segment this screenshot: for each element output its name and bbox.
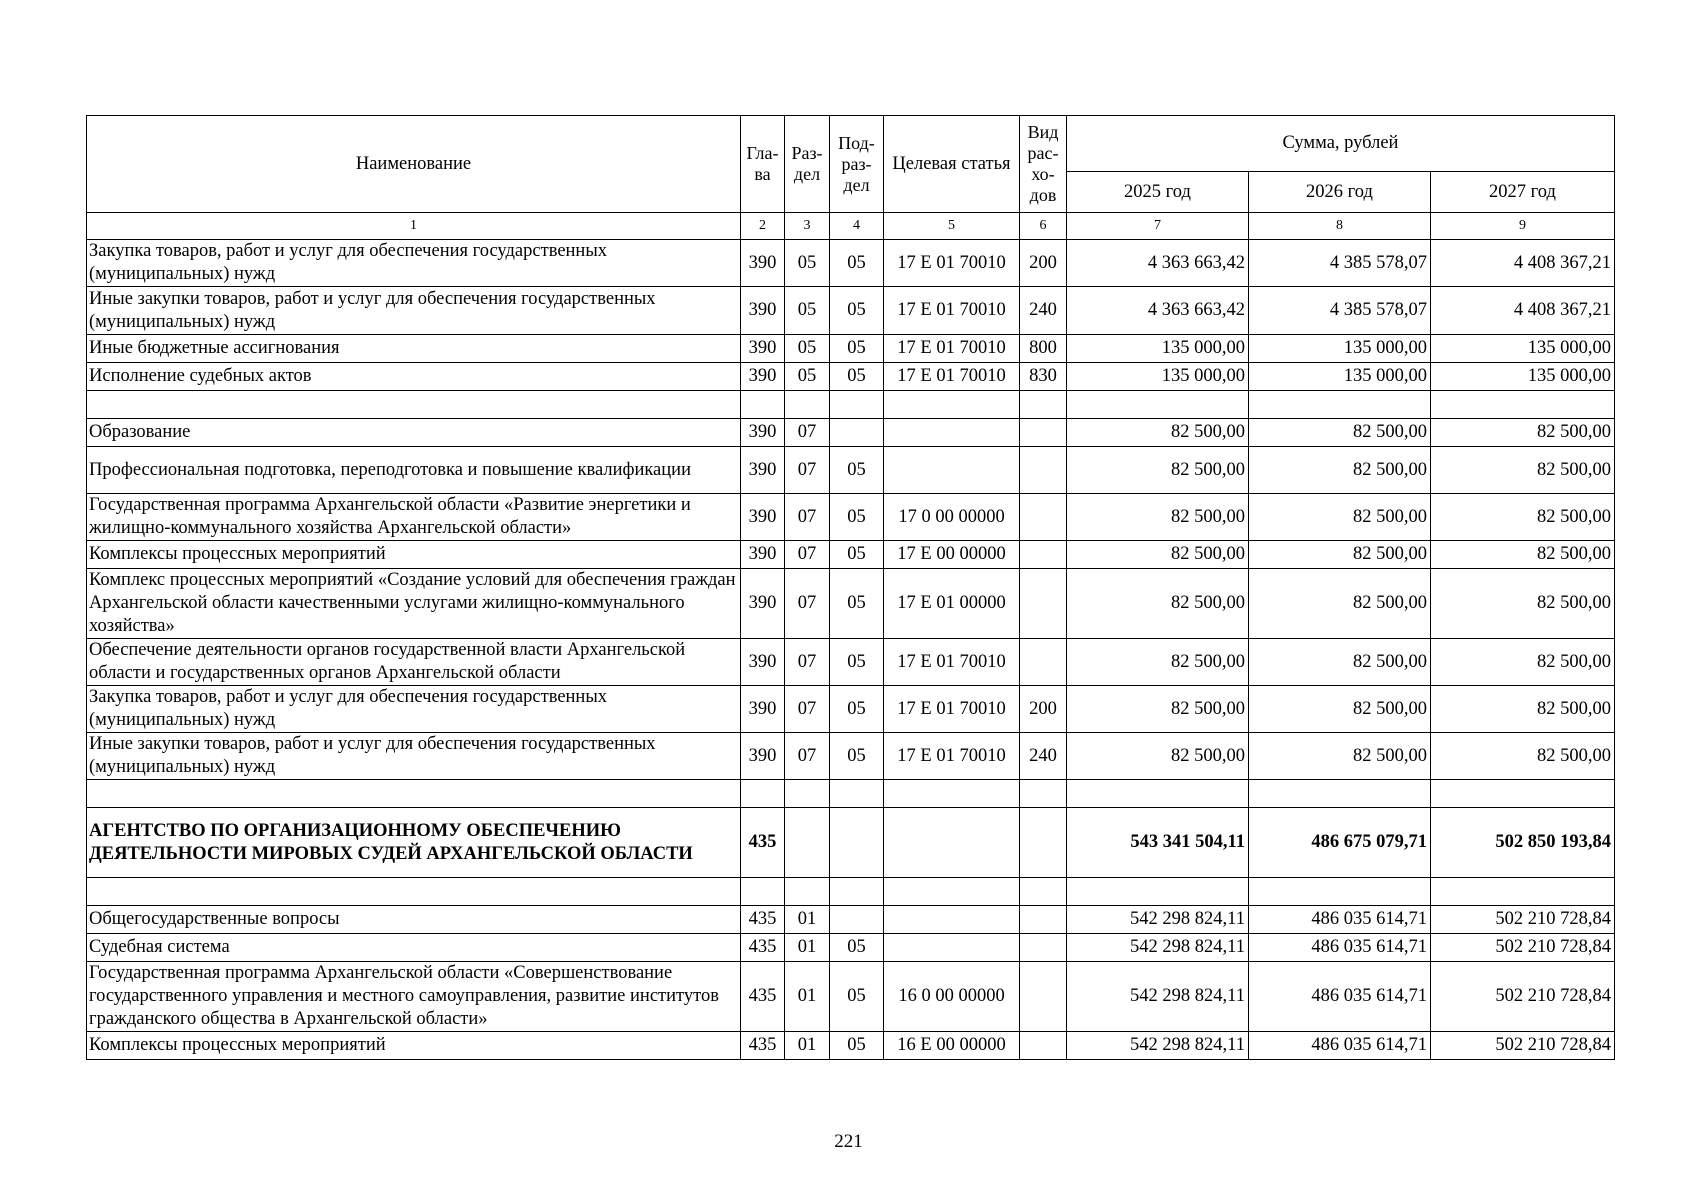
table-row <box>87 541 1615 569</box>
row-name <box>87 391 741 419</box>
row-target <box>884 808 1020 878</box>
row-sum-2026 <box>1249 878 1431 906</box>
row-glava <box>741 878 785 906</box>
row-glava: 390 <box>741 733 785 780</box>
row-glava <box>741 391 785 419</box>
row-glava: 390 <box>741 569 785 639</box>
row-name: Иные бюджетные ассигнования <box>87 335 741 363</box>
row-sum-2026: 82 500,00 <box>1249 447 1431 494</box>
row-glava: 390 <box>741 240 785 287</box>
table-row <box>87 906 1615 934</box>
row-vid <box>1020 962 1067 1032</box>
row-sum-2027 <box>1431 878 1615 906</box>
table-row <box>87 240 1615 287</box>
row-podrazdel: 05 <box>830 335 884 363</box>
row-razdel: 01 <box>785 962 830 1032</box>
row-sum-2026: 82 500,00 <box>1249 639 1431 686</box>
row-sum-2027: 502 850 193,84 <box>1431 808 1615 878</box>
budget-table <box>86 115 1615 1060</box>
row-name: Профессиональная подготовка, переподготовка и повышение квалификации <box>87 447 741 494</box>
table-row <box>87 494 1615 541</box>
row-sum-2026 <box>1249 391 1431 419</box>
row-name: Исполнение судебных актов <box>87 363 741 391</box>
row-target <box>884 906 1020 934</box>
row-target: 17 0 00 00000 <box>884 494 1020 541</box>
row-vid <box>1020 906 1067 934</box>
row-sum-2026: 4 385 578,07 <box>1249 287 1431 335</box>
row-target: 16 Е 00 00000 <box>884 1032 1020 1060</box>
row-glava: 390 <box>741 363 785 391</box>
row-sum-2025: 542 298 824,11 <box>1067 962 1249 1032</box>
row-name: АГЕНТСТВО ПО ОРГАНИЗАЦИОННОМУ ОБЕСПЕЧЕНИЮ ДЕЯТЕЛЬНОСТИ МИРОВЫХ СУДЕЙ АРХАНГЕЛЬСКОЙ ОБЛАСТИ <box>87 808 741 878</box>
column-number: 7 <box>1067 213 1249 240</box>
row-razdel: 01 <box>785 906 830 934</box>
row-sum-2027: 82 500,00 <box>1431 447 1615 494</box>
row-glava: 435 <box>741 934 785 962</box>
column-number: 9 <box>1431 213 1615 240</box>
row-sum-2025: 82 500,00 <box>1067 569 1249 639</box>
column-number: 1 <box>87 213 741 240</box>
row-name: Обеспечение деятельности органов государственной власти Архангельской области и государственных органов Архангельской области <box>87 639 741 686</box>
row-podrazdel <box>830 878 884 906</box>
row-glava: 435 <box>741 962 785 1032</box>
row-glava: 390 <box>741 639 785 686</box>
row-sum-2026: 486 035 614,71 <box>1249 906 1431 934</box>
row-sum-2026: 82 500,00 <box>1249 541 1431 569</box>
row-vid <box>1020 494 1067 541</box>
row-vid: 830 <box>1020 363 1067 391</box>
row-name: Общегосударственные вопросы <box>87 906 741 934</box>
row-target: 17 Е 01 70010 <box>884 240 1020 287</box>
row-sum-2025: 82 500,00 <box>1067 639 1249 686</box>
row-sum-2026: 82 500,00 <box>1249 569 1431 639</box>
row-podrazdel: 05 <box>830 287 884 335</box>
row-sum-2026: 82 500,00 <box>1249 733 1431 780</box>
table-row <box>87 962 1615 1032</box>
row-glava: 390 <box>741 335 785 363</box>
row-sum-2025: 542 298 824,11 <box>1067 1032 1249 1060</box>
row-vid <box>1020 878 1067 906</box>
row-razdel <box>785 878 830 906</box>
row-sum-2026: 486 035 614,71 <box>1249 962 1431 1032</box>
row-razdel: 07 <box>785 569 830 639</box>
header-glava: Гла- ва <box>741 116 785 213</box>
row-podrazdel: 05 <box>830 541 884 569</box>
row-name: Закупка товаров, работ и услуг для обеспечения государственных (муниципальных) нужд <box>87 240 741 287</box>
table-row <box>87 686 1615 733</box>
table-row <box>87 447 1615 494</box>
row-sum-2027: 82 500,00 <box>1431 686 1615 733</box>
row-name: Комплекс процессных мероприятий «Создание условий для обеспечения граждан Архангельской области качественными услугами жилищно-коммунального хозяйства» <box>87 569 741 639</box>
row-target: 17 Е 00 00000 <box>884 541 1020 569</box>
row-vid <box>1020 1032 1067 1060</box>
row-vid: 200 <box>1020 240 1067 287</box>
row-vid: 240 <box>1020 733 1067 780</box>
row-glava: 390 <box>741 541 785 569</box>
row-sum-2026: 4 385 578,07 <box>1249 240 1431 287</box>
row-glava: 390 <box>741 447 785 494</box>
row-sum-2027 <box>1431 780 1615 808</box>
row-sum-2025 <box>1067 391 1249 419</box>
page-number: 221 <box>834 1131 863 1152</box>
row-sum-2025: 82 500,00 <box>1067 541 1249 569</box>
row-podrazdel <box>830 808 884 878</box>
row-target: 17 Е 01 70010 <box>884 639 1020 686</box>
row-target <box>884 780 1020 808</box>
row-podrazdel <box>830 391 884 419</box>
row-vid: 240 <box>1020 287 1067 335</box>
row-sum-2027: 135 000,00 <box>1431 363 1615 391</box>
row-razdel: 07 <box>785 541 830 569</box>
row-sum-2025: 82 500,00 <box>1067 686 1249 733</box>
row-podrazdel: 05 <box>830 447 884 494</box>
column-number: 3 <box>785 213 830 240</box>
header-year-2025: 2025 год <box>1067 172 1249 213</box>
row-sum-2027: 82 500,00 <box>1431 494 1615 541</box>
row-glava: 390 <box>741 419 785 447</box>
row-glava: 390 <box>741 494 785 541</box>
row-sum-2025: 82 500,00 <box>1067 447 1249 494</box>
row-vid <box>1020 808 1067 878</box>
row-sum-2027: 502 210 728,84 <box>1431 1032 1615 1060</box>
row-razdel: 07 <box>785 494 830 541</box>
column-number: 4 <box>830 213 884 240</box>
row-razdel: 01 <box>785 934 830 962</box>
row-sum-2025: 135 000,00 <box>1067 335 1249 363</box>
header-sum: Сумма, рублей <box>1067 116 1615 172</box>
row-sum-2026: 486 035 614,71 <box>1249 934 1431 962</box>
row-sum-2027: 82 500,00 <box>1431 569 1615 639</box>
row-sum-2027: 82 500,00 <box>1431 733 1615 780</box>
row-target: 17 Е 01 70010 <box>884 287 1020 335</box>
row-sum-2026: 82 500,00 <box>1249 494 1431 541</box>
header-razdel: Раз- дел <box>785 116 830 213</box>
row-razdel: 07 <box>785 686 830 733</box>
row-podrazdel: 05 <box>830 962 884 1032</box>
row-target: 16 0 00 00000 <box>884 962 1020 1032</box>
row-sum-2027: 502 210 728,84 <box>1431 934 1615 962</box>
row-razdel: 05 <box>785 363 830 391</box>
row-podrazdel: 05 <box>830 240 884 287</box>
row-sum-2025: 135 000,00 <box>1067 363 1249 391</box>
row-podrazdel <box>830 419 884 447</box>
row-sum-2027: 135 000,00 <box>1431 335 1615 363</box>
row-sum-2025: 4 363 663,42 <box>1067 240 1249 287</box>
row-vid <box>1020 639 1067 686</box>
row-razdel: 07 <box>785 419 830 447</box>
row-razdel: 07 <box>785 447 830 494</box>
row-sum-2026 <box>1249 780 1431 808</box>
row-podrazdel: 05 <box>830 686 884 733</box>
budget-table-sheet <box>86 115 1614 1060</box>
table-row <box>87 569 1615 639</box>
row-sum-2025: 82 500,00 <box>1067 733 1249 780</box>
row-sum-2026: 135 000,00 <box>1249 335 1431 363</box>
column-number-row <box>87 213 1615 240</box>
header-name: Наименование <box>87 116 741 213</box>
row-podrazdel: 05 <box>830 363 884 391</box>
row-sum-2025 <box>1067 780 1249 808</box>
header-vid: Вид рас- хо- дов <box>1020 116 1067 213</box>
row-podrazdel: 05 <box>830 1032 884 1060</box>
row-name <box>87 878 741 906</box>
row-name: Закупка товаров, работ и услуг для обеспечения государственных (муниципальных) нужд <box>87 686 741 733</box>
row-name: Комплексы процессных мероприятий <box>87 1032 741 1060</box>
row-podrazdel: 05 <box>830 639 884 686</box>
row-sum-2027: 502 210 728,84 <box>1431 962 1615 1032</box>
row-target: 17 Е 01 70010 <box>884 733 1020 780</box>
row-vid <box>1020 934 1067 962</box>
row-podrazdel: 05 <box>830 733 884 780</box>
row-sum-2027: 4 408 367,21 <box>1431 287 1615 335</box>
row-podrazdel <box>830 906 884 934</box>
row-podrazdel: 05 <box>830 494 884 541</box>
row-podrazdel: 05 <box>830 569 884 639</box>
row-sum-2026: 82 500,00 <box>1249 686 1431 733</box>
row-glava: 435 <box>741 1032 785 1060</box>
row-vid <box>1020 569 1067 639</box>
row-sum-2025: 4 363 663,42 <box>1067 287 1249 335</box>
header-target: Целевая статья <box>884 116 1020 213</box>
row-target: 17 Е 01 00000 <box>884 569 1020 639</box>
header-year-2027: 2027 год <box>1431 172 1615 213</box>
row-razdel: 05 <box>785 240 830 287</box>
row-razdel: 01 <box>785 1032 830 1060</box>
row-razdel: 07 <box>785 733 830 780</box>
row-sum-2027 <box>1431 391 1615 419</box>
row-glava: 390 <box>741 287 785 335</box>
table-row-empty <box>87 391 1615 419</box>
column-number: 8 <box>1249 213 1431 240</box>
row-sum-2027: 82 500,00 <box>1431 639 1615 686</box>
row-sum-2026: 82 500,00 <box>1249 419 1431 447</box>
table-row <box>87 419 1615 447</box>
row-sum-2026: 135 000,00 <box>1249 363 1431 391</box>
row-vid <box>1020 780 1067 808</box>
row-sum-2027: 82 500,00 <box>1431 541 1615 569</box>
table-row-empty <box>87 878 1615 906</box>
table-row <box>87 287 1615 335</box>
row-vid: 800 <box>1020 335 1067 363</box>
row-vid: 200 <box>1020 686 1067 733</box>
row-target <box>884 934 1020 962</box>
table-row <box>87 1032 1615 1060</box>
row-razdel: 05 <box>785 335 830 363</box>
row-glava: 390 <box>741 686 785 733</box>
table-row <box>87 363 1615 391</box>
row-name: Иные закупки товаров, работ и услуг для обеспечения государственных (муниципальных) нужд <box>87 287 741 335</box>
row-name: Иные закупки товаров, работ и услуг для обеспечения государственных (муниципальных) нужд <box>87 733 741 780</box>
table-body <box>87 240 1615 1060</box>
row-razdel: 07 <box>785 639 830 686</box>
header-podrazdel: Под- раз- дел <box>830 116 884 213</box>
row-vid <box>1020 447 1067 494</box>
row-sum-2027: 4 408 367,21 <box>1431 240 1615 287</box>
table-row-empty <box>87 780 1615 808</box>
row-target: 17 Е 01 70010 <box>884 335 1020 363</box>
row-vid <box>1020 419 1067 447</box>
row-sum-2025: 82 500,00 <box>1067 419 1249 447</box>
row-target: 17 Е 01 70010 <box>884 686 1020 733</box>
table-row <box>87 335 1615 363</box>
row-glava: 435 <box>741 906 785 934</box>
row-podrazdel <box>830 780 884 808</box>
row-sum-2025: 82 500,00 <box>1067 494 1249 541</box>
row-sum-2025: 543 341 504,11 <box>1067 808 1249 878</box>
row-glava <box>741 780 785 808</box>
row-name <box>87 780 741 808</box>
row-razdel <box>785 391 830 419</box>
table-row <box>87 808 1615 878</box>
row-name: Комплексы процессных мероприятий <box>87 541 741 569</box>
row-sum-2027: 82 500,00 <box>1431 419 1615 447</box>
row-target <box>884 391 1020 419</box>
row-target <box>884 447 1020 494</box>
row-name: Судебная система <box>87 934 741 962</box>
row-sum-2025: 542 298 824,11 <box>1067 906 1249 934</box>
row-razdel <box>785 780 830 808</box>
row-sum-2026: 486 035 614,71 <box>1249 1032 1431 1060</box>
column-number: 2 <box>741 213 785 240</box>
column-number: 6 <box>1020 213 1067 240</box>
row-name: Образование <box>87 419 741 447</box>
table-row <box>87 733 1615 780</box>
column-number: 5 <box>884 213 1020 240</box>
row-name: Государственная программа Архангельской области «Совершенствование государственного управления и местного самоуправления, развитие институтов гражданского общества в Архангельской области» <box>87 962 741 1032</box>
row-glava: 435 <box>741 808 785 878</box>
row-vid <box>1020 541 1067 569</box>
table-row <box>87 639 1615 686</box>
row-razdel: 05 <box>785 287 830 335</box>
row-target <box>884 419 1020 447</box>
row-name: Государственная программа Архангельской области «Развитие энергетики и жилищно-коммунального хозяйства Архангельской области» <box>87 494 741 541</box>
row-razdel <box>785 808 830 878</box>
row-vid <box>1020 391 1067 419</box>
header-year-2026: 2026 год <box>1249 172 1431 213</box>
table-row <box>87 934 1615 962</box>
row-sum-2025: 542 298 824,11 <box>1067 934 1249 962</box>
row-sum-2025 <box>1067 878 1249 906</box>
row-sum-2027: 502 210 728,84 <box>1431 906 1615 934</box>
row-sum-2026: 486 675 079,71 <box>1249 808 1431 878</box>
row-target <box>884 878 1020 906</box>
row-podrazdel: 05 <box>830 934 884 962</box>
row-target: 17 Е 01 70010 <box>884 363 1020 391</box>
